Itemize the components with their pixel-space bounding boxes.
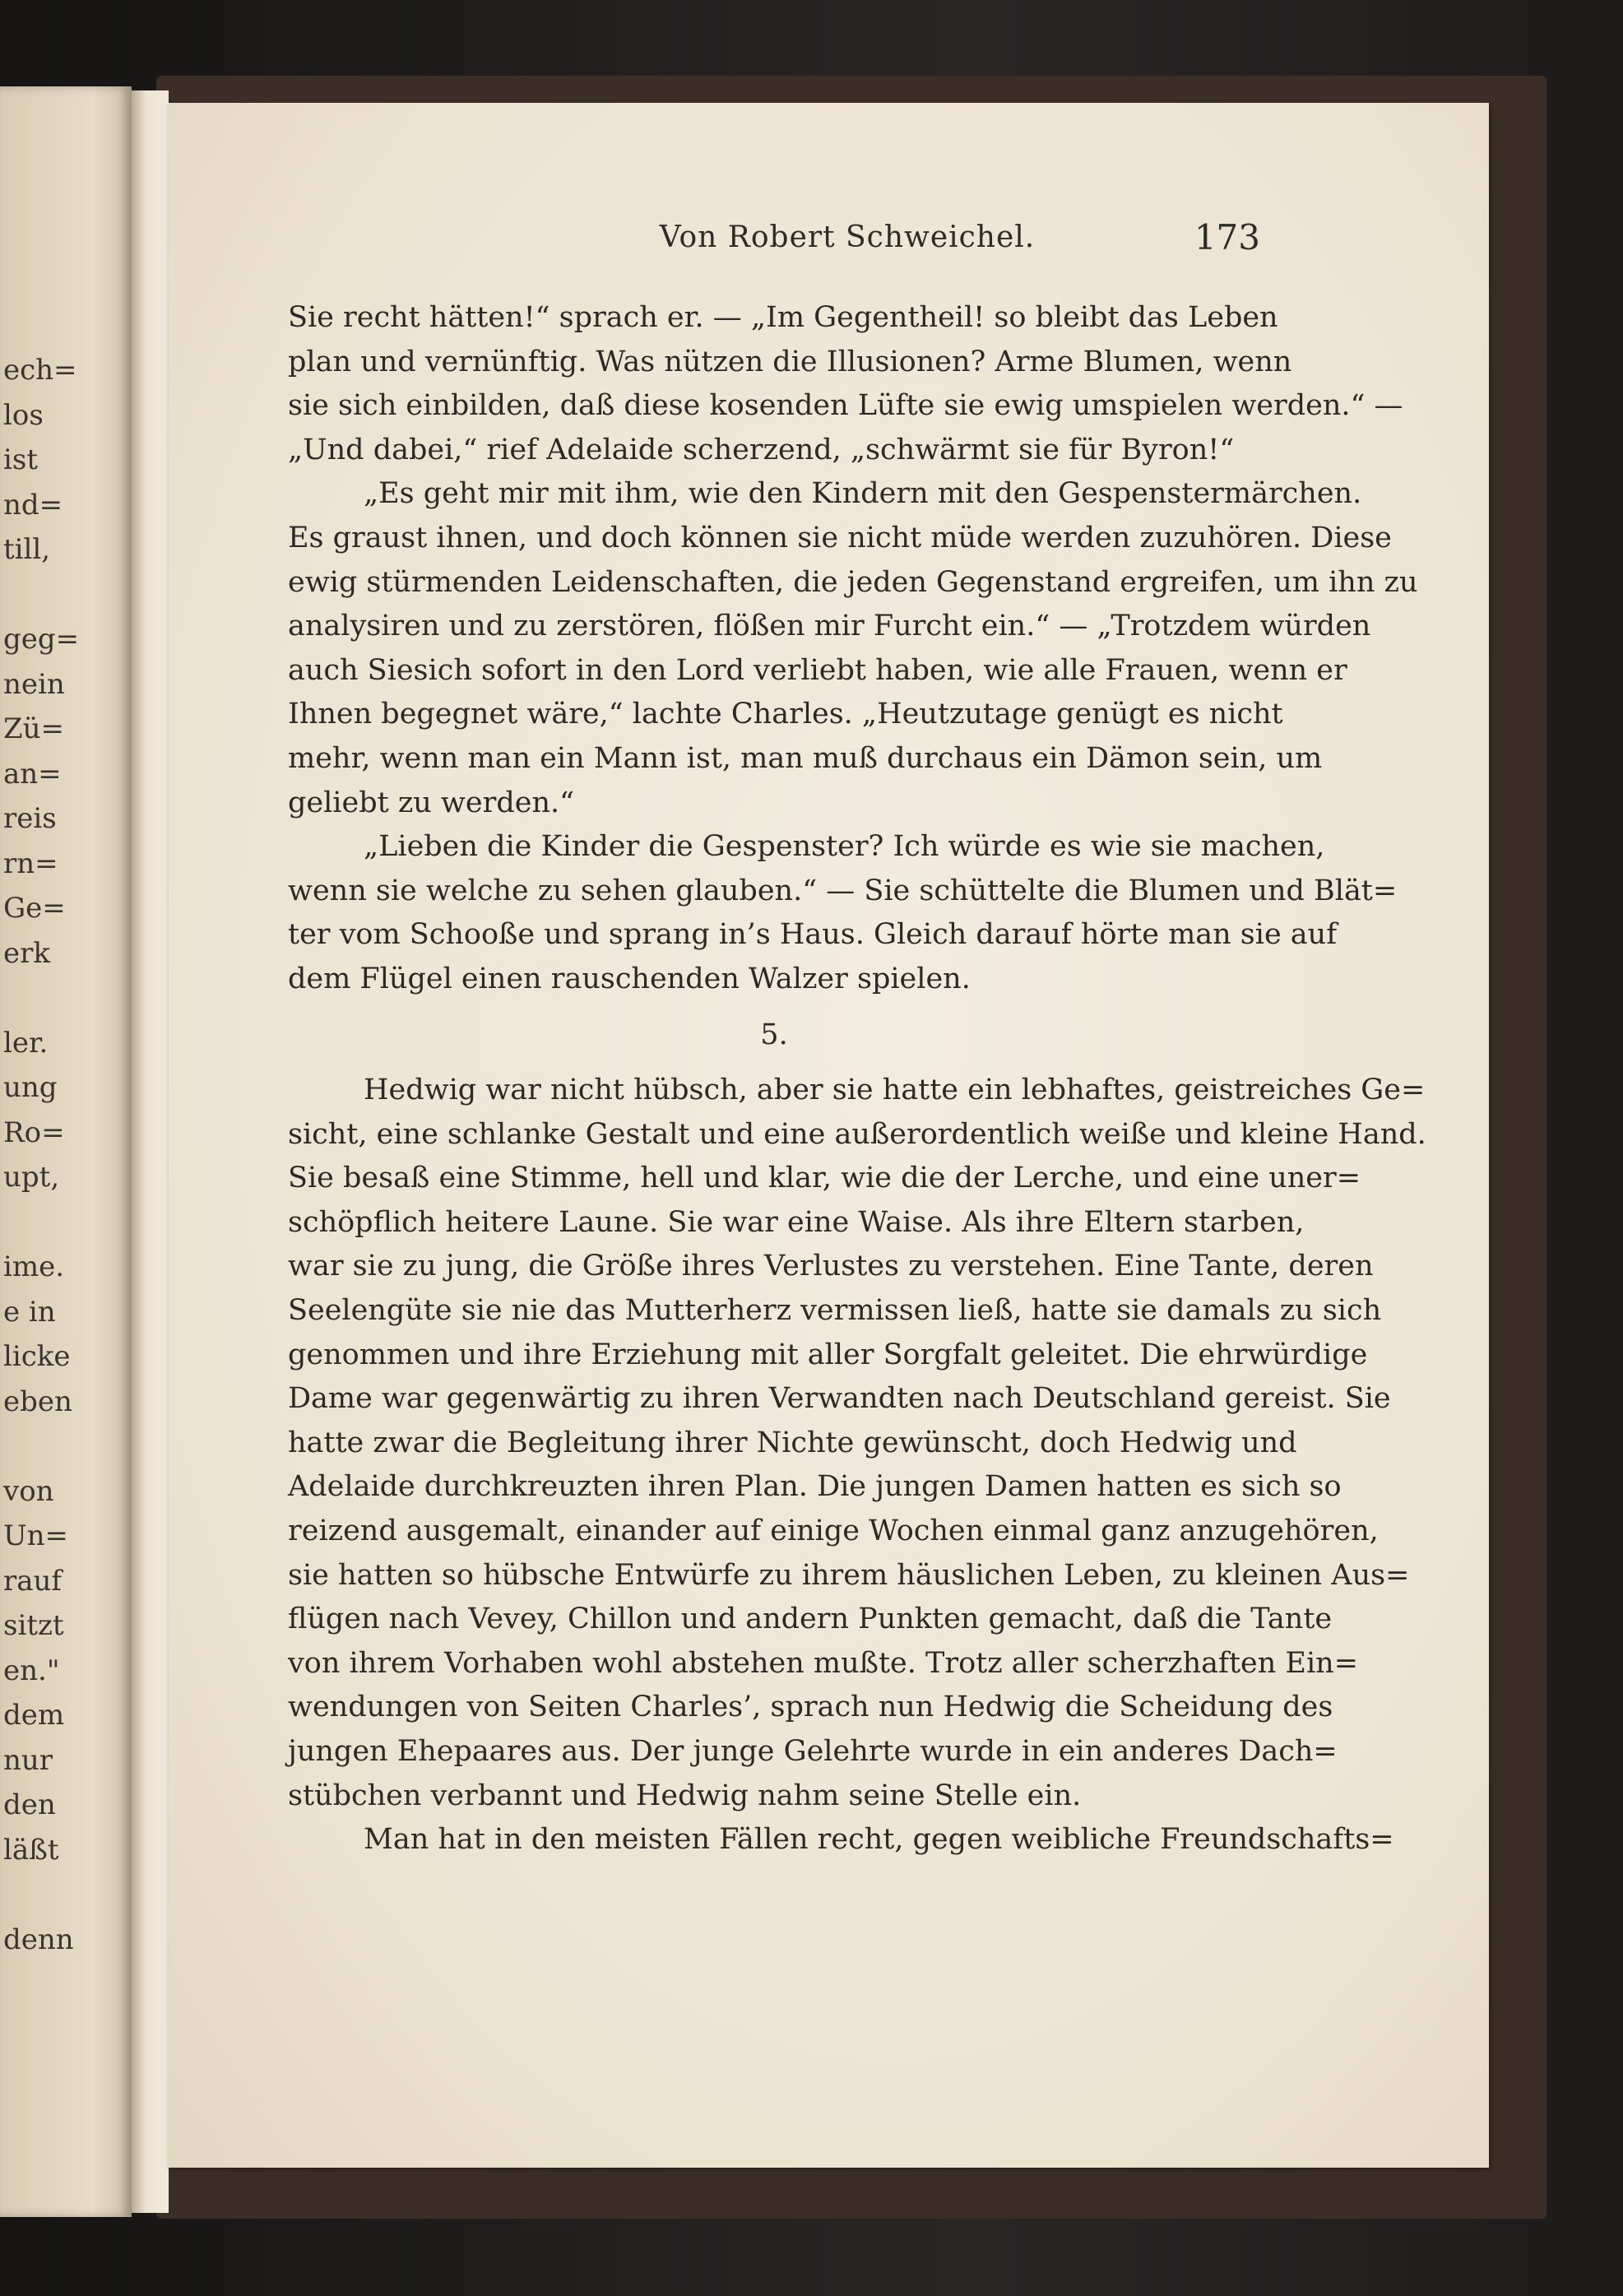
left-page-fragment: läßt [3, 1833, 59, 1867]
page-gutter [132, 90, 169, 2213]
text-line: dem Flügel einen rauschenden Walzer spielen. [288, 962, 971, 995]
text-line: auch Siesich sofort in den Lord verliebt haben, wie alle Frauen, wenn er [288, 653, 1347, 687]
left-page-fragment: ech= [3, 354, 77, 387]
text-line: reizend ausgemalt, einander auf einige Wochen einmal ganz anzugehören, [288, 1514, 1379, 1548]
left-page-fragment: sitzt [3, 1609, 64, 1642]
left-page-fragment: ist [3, 443, 38, 476]
text-line: war sie zu jung, die Größe ihres Verlustes zu verstehen. Eine Tante, deren [288, 1250, 1374, 1283]
text-line: wendungen von Seiten Charles’, sprach nun Hedwig die Scheidung des [288, 1691, 1333, 1724]
text-line: Sie besaß eine Stimme, hell und klar, wie die der Lerche, und eine uner= [288, 1162, 1361, 1195]
left-page-fragment: dem [3, 1699, 65, 1732]
left-page-fragment: denn [3, 1923, 74, 1956]
text-line: von ihrem Vorhaben wohl abstehen mußte. Trotz aller scherzhaften Ein= [288, 1646, 1359, 1680]
section-number: 5. [760, 1018, 788, 1051]
paragraph [288, 1069, 1426, 1818]
left-page-fragment: e in [3, 1295, 56, 1329]
text-line: plan und vernünftig. Was nützen die Illusionen? Arme Blumen, wenn [288, 345, 1292, 378]
text-line: mehr, wenn man ein Mann ist, man muß durchaus ein Dämon sein, um [288, 741, 1323, 775]
text-line: Man hat in den meisten Fällen recht, gegen weibliche Freundschafts= [364, 1823, 1394, 1857]
section-spacer [288, 1002, 1260, 1013]
left-page-fragment: eben [3, 1385, 72, 1418]
left-page-fragment: nein [3, 667, 65, 701]
text-line: Hedwig war nicht hübsch, aber sie hatte ein lebhaftes, geistreiches Ge= [364, 1074, 1426, 1107]
running-head: Von Robert Schweichel. [659, 220, 1036, 254]
left-page-fragment: till, [3, 533, 51, 566]
left-page-fragment: Zü= [3, 712, 65, 745]
left-page-fragment: ung [3, 1071, 58, 1104]
text-line: Sie recht hätten!“ sprach er. — „Im Gegentheil! so bleibt das Leben [288, 301, 1278, 334]
left-page-fragment: Ro= [3, 1116, 65, 1149]
left-page-fragment: erk [3, 936, 50, 970]
text-line: geliebt zu werden.“ [288, 786, 575, 819]
left-page-fragment: en." [3, 1654, 60, 1687]
left-page-fragment: nd= [3, 488, 63, 522]
text-line: sie sich einbilden, daß diese kosenden Lüfte sie ewig umspielen werden.“ — [288, 389, 1403, 423]
text-line: ter vom Schooße und sprang in’s Haus. Gleich darauf hörte man sie auf [288, 918, 1338, 952]
page-header [288, 217, 1260, 270]
text-line: Seelengüte sie nie das Mutterherz vermissen ließ, hatte sie damals zu sich [288, 1294, 1382, 1328]
paragraph [288, 825, 1398, 1001]
paragraph [288, 1818, 1394, 1862]
page-number: 173 [1194, 217, 1260, 257]
text-line: jungen Ehepaares aus. Der junge Gelehrte wurde in ein anderes Dach= [288, 1735, 1338, 1768]
text-line: „Es geht mir mit ihm, wie den Kindern mit den Gespenstermärchen. [364, 477, 1362, 511]
left-page-fragment: ime. [3, 1250, 65, 1283]
left-page-edge [0, 86, 132, 2217]
left-page-fragment: geg= [3, 623, 80, 656]
left-page-fragment: los [3, 398, 44, 432]
left-page-fragment: reis [3, 802, 57, 835]
text-line: genommen und ihre Erziehung mit aller Sorgfalt geleitet. Die ehrwürdige [288, 1338, 1368, 1371]
text-line: Es graust ihnen, und doch können sie nicht müde werden zuzuhören. Diese [288, 521, 1392, 554]
text-line: sie hatten so hübsche Entwürfe zu ihrem häuslichen Leben, zu kleinen Aus= [288, 1558, 1410, 1592]
left-page-fragment: rauf [3, 1564, 63, 1598]
left-page-fragment: licke [3, 1340, 71, 1373]
body-text [288, 296, 1426, 1862]
text-line: Adelaide durchkreuzten ihren Plan. Die jungen Damen hatten es sich so [288, 1470, 1342, 1504]
left-page-fragment: ler. [3, 1026, 49, 1060]
text-line: „Lieben die Kinder die Gespenster? Ich würde es wie sie machen, [364, 830, 1325, 864]
left-page-fragment: Ge= [3, 892, 66, 925]
text-line: Ihnen begegnet wäre,“ lachte Charles. „Heutzutage genügt es nicht [288, 698, 1283, 731]
text-line: schöpflich heitere Laune. Sie war eine Waise. Als ihre Eltern starben, [288, 1205, 1305, 1239]
text-line: ewig stürmenden Leidenschaften, die jeden Gegenstand ergreifen, um ihn zu [288, 565, 1418, 599]
text-line: stübchen verbannt und Hedwig nahm seine Stelle ein. [288, 1779, 1082, 1812]
text-line: hatte zwar die Begleitung ihrer Nichte gewünscht, doch Hedwig und [288, 1426, 1297, 1459]
left-page-fragment: an= [3, 757, 62, 791]
paragraph [288, 296, 1403, 472]
left-page-fragment: Un= [3, 1519, 69, 1552]
left-page-fragment: rn= [3, 847, 58, 880]
text-line: analysiren und zu zerstören, flößen mir Furcht ein.“ — „Trotzdem würden [288, 610, 1371, 643]
paragraph [288, 472, 1418, 825]
left-page-fragment: nur [3, 1743, 53, 1777]
section-spacer [288, 1057, 1260, 1069]
left-page-fragment: von [3, 1474, 54, 1508]
text-line: wenn sie welche zu sehen glauben.“ — Sie schüttelte die Blumen und Blät= [288, 874, 1398, 907]
text-line: „Und dabei,“ rief Adelaide scherzend, „schwärmt sie für Byron!“ [288, 433, 1235, 466]
text-line: Dame war gegenwärtig zu ihren Verwandten nach Deutschland gereist. Sie [288, 1382, 1391, 1416]
text-line: flügen nach Vevey, Chillon und andern Punkten gemacht, daß die Tante [288, 1603, 1333, 1636]
text-line: sicht, eine schlanke Gestalt und eine außerordentlich weiße und kleine Hand. [288, 1117, 1426, 1151]
left-page-fragment: upt, [3, 1161, 60, 1194]
left-page-fragment: den [3, 1788, 56, 1821]
